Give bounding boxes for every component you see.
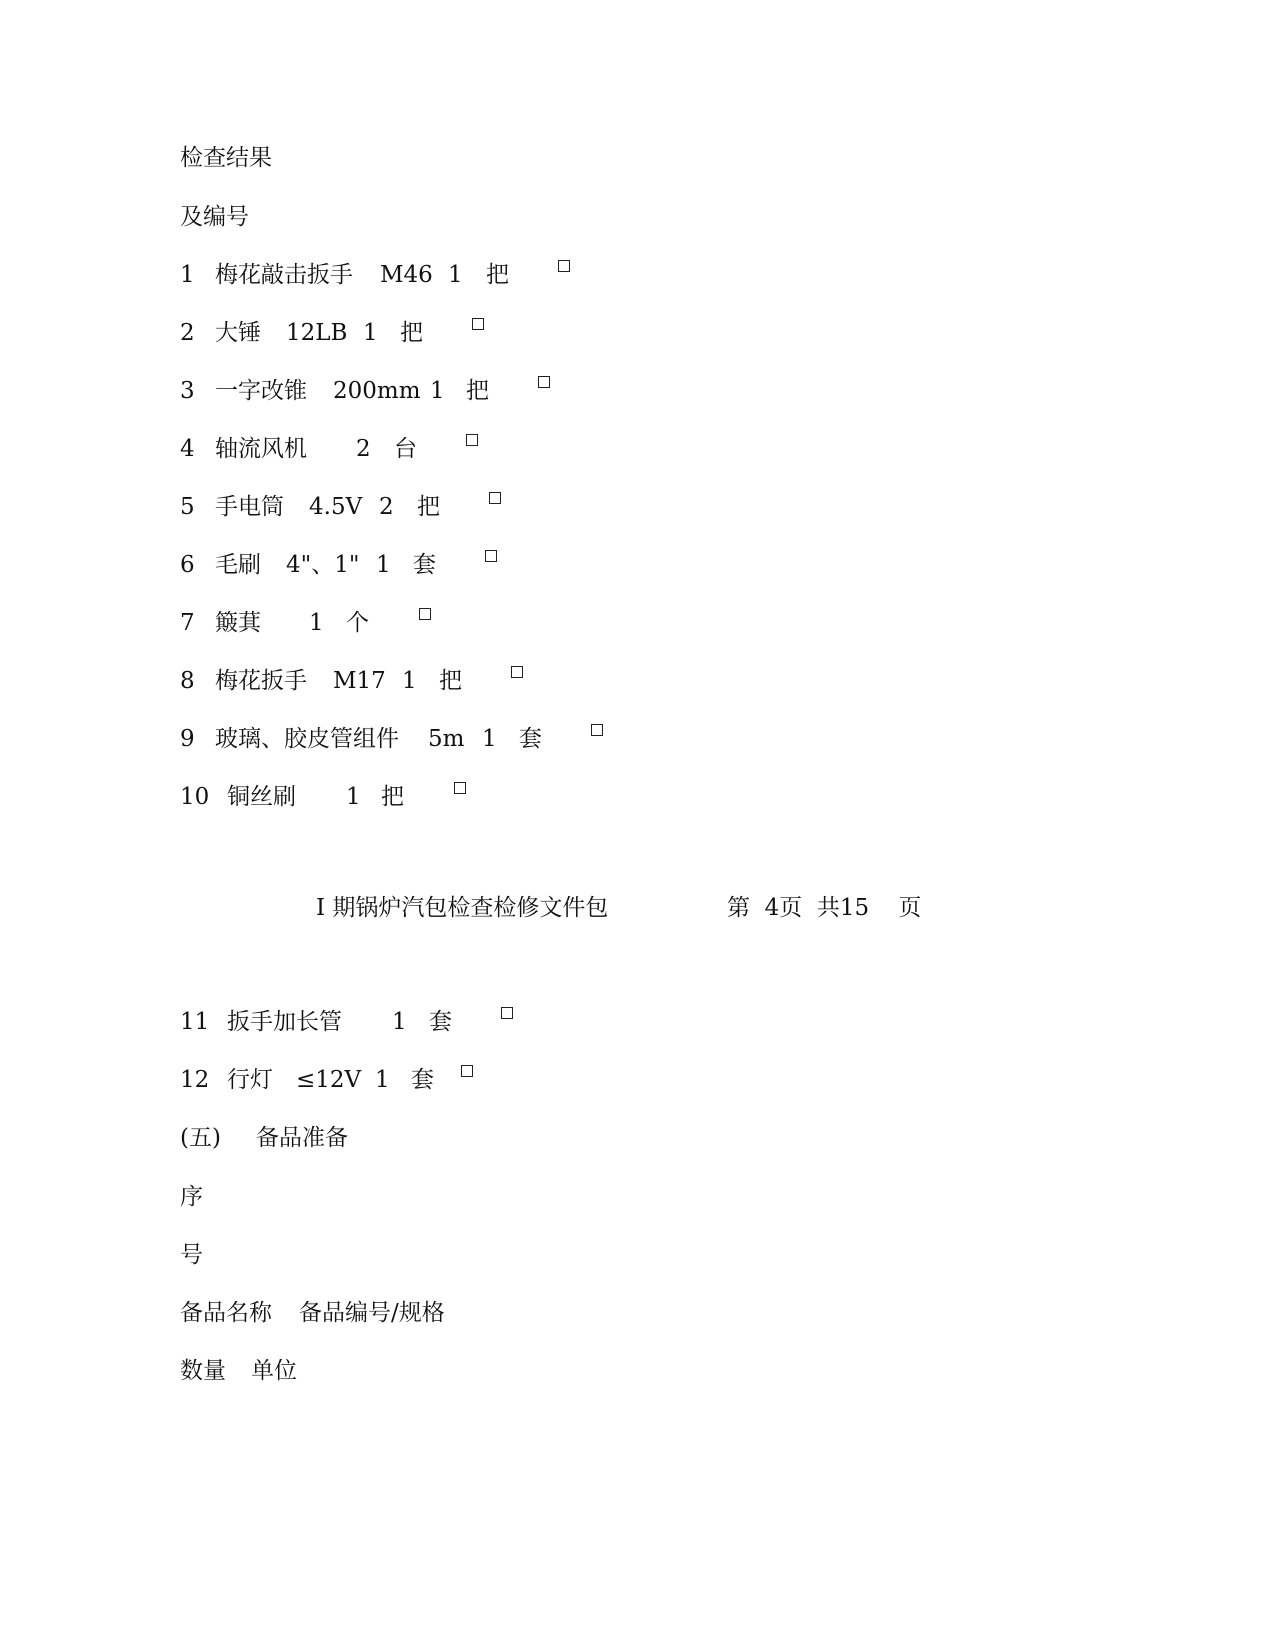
tool-no: 2 xyxy=(180,320,195,346)
tool-name: 毛刷 xyxy=(215,552,261,578)
tool-name: 玻璃、胶皮管组件 xyxy=(215,726,399,752)
tool-qty: 1 xyxy=(375,1067,390,1093)
tool-spec: 4.5V xyxy=(309,494,363,520)
checkbox-icon[interactable] xyxy=(472,318,484,330)
checkbox-icon[interactable] xyxy=(558,260,570,272)
table-header-name: 备品名称 xyxy=(180,1300,272,1326)
tool-name: 一字改锥 xyxy=(215,378,307,404)
checkbox-icon[interactable] xyxy=(489,492,501,504)
tool-no: 9 xyxy=(180,726,195,752)
checkbox-icon[interactable] xyxy=(511,666,523,678)
tool-unit: 台 xyxy=(394,436,417,462)
tool-no: 3 xyxy=(180,378,195,404)
tool-no: 11 xyxy=(180,1009,210,1035)
checkbox-icon[interactable] xyxy=(461,1065,473,1077)
section-number: (五) xyxy=(180,1125,221,1151)
tool-no: 10 xyxy=(180,784,210,810)
tool-unit: 套 xyxy=(429,1009,452,1035)
tool-no: 6 xyxy=(180,552,195,578)
tool-name: 轴流风机 xyxy=(215,436,307,462)
tool-spec: 5m xyxy=(428,726,465,752)
tool-qty: 1 xyxy=(448,262,463,288)
tool-spec: ≤12V xyxy=(296,1067,362,1093)
tool-name: 簸萁 xyxy=(215,610,261,636)
checkbox-icon[interactable] xyxy=(454,782,466,794)
tool-name: 大锤 xyxy=(215,320,261,346)
tool-qty: 2 xyxy=(379,494,394,520)
tool-unit: 把 xyxy=(466,378,489,404)
table-header-unit: 单位 xyxy=(251,1358,297,1384)
tool-qty: 1 xyxy=(376,552,391,578)
tool-unit: 把 xyxy=(439,668,462,694)
tool-qty: 1 xyxy=(309,610,324,636)
tool-no: 8 xyxy=(180,668,195,694)
tool-spec: 4"、1" xyxy=(286,552,360,578)
tool-name: 行灯 xyxy=(227,1067,273,1093)
tool-unit: 把 xyxy=(417,494,440,520)
table-header-seq-line2: 号 xyxy=(180,1242,203,1268)
tool-qty: 1 xyxy=(430,378,445,404)
tool-unit: 把 xyxy=(381,784,404,810)
tool-qty: 1 xyxy=(482,726,497,752)
checkbox-icon[interactable] xyxy=(538,376,550,388)
tool-unit: 套 xyxy=(413,552,436,578)
checkbox-icon[interactable] xyxy=(419,608,431,620)
tool-no: 7 xyxy=(180,610,195,636)
tool-qty: 2 xyxy=(356,436,371,462)
tool-qty: 1 xyxy=(363,320,378,346)
table-header-qty: 数量 xyxy=(180,1358,226,1384)
tool-no: 5 xyxy=(180,494,195,520)
tool-name: 梅花敲击扳手 xyxy=(215,262,353,288)
page-number: 第 4页 共15 页 xyxy=(727,895,922,921)
tool-name: 扳手加长管 xyxy=(227,1009,342,1035)
tool-unit: 把 xyxy=(486,262,509,288)
checkbox-icon[interactable] xyxy=(591,724,603,736)
checkbox-icon[interactable] xyxy=(485,550,497,562)
tool-unit: 套 xyxy=(519,726,542,752)
tool-unit: 把 xyxy=(400,320,423,346)
tool-spec: M46 xyxy=(380,262,433,288)
tool-no: 12 xyxy=(180,1067,210,1093)
document-title: I 期锅炉汽包检查检修文件包 xyxy=(316,895,609,921)
tool-no: 4 xyxy=(180,436,195,462)
tool-spec: 200mm xyxy=(333,378,421,404)
tool-qty: 1 xyxy=(402,668,417,694)
tool-name: 手电筒 xyxy=(215,494,284,520)
result-header-line2: 及编号 xyxy=(180,204,249,230)
tool-name: 铜丝刷 xyxy=(227,784,296,810)
checkbox-icon[interactable] xyxy=(466,434,478,446)
tool-no: 1 xyxy=(180,262,195,288)
table-header-code: 备品编号/规格 xyxy=(299,1300,445,1326)
checkbox-icon[interactable] xyxy=(501,1007,513,1019)
tool-qty: 1 xyxy=(392,1009,407,1035)
section-title: 备品准备 xyxy=(256,1125,348,1151)
tool-unit: 个 xyxy=(346,610,369,636)
tool-spec: M17 xyxy=(333,668,386,694)
result-header-line1: 检查结果 xyxy=(180,145,272,171)
table-header-seq-line1: 序 xyxy=(180,1184,203,1210)
tool-unit: 套 xyxy=(411,1067,434,1093)
tool-spec: 12LB xyxy=(286,320,348,346)
tool-qty: 1 xyxy=(346,784,361,810)
tool-name: 梅花扳手 xyxy=(215,668,307,694)
